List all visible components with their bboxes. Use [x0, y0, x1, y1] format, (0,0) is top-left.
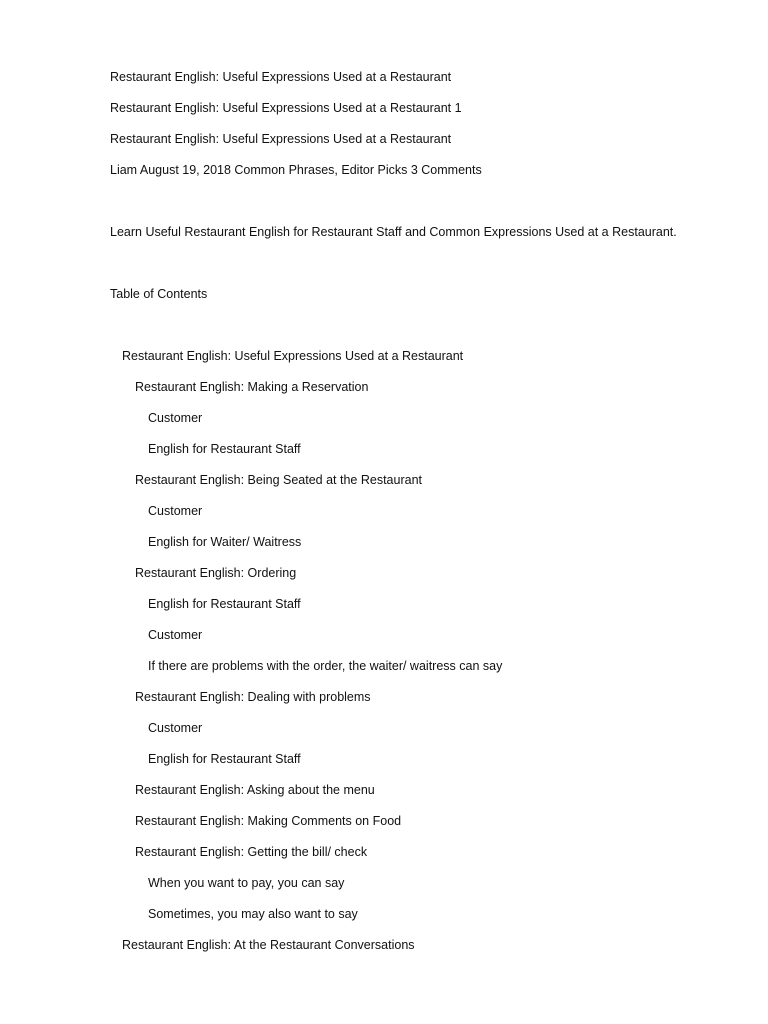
- toc-item[interactable]: If there are problems with the order, the waiter/ waitress can say: [148, 659, 503, 673]
- toc-item[interactable]: Customer: [148, 411, 203, 425]
- toc-item[interactable]: Restaurant English: Asking about the menu: [135, 783, 375, 797]
- toc-item[interactable]: Restaurant English: At the Restaurant Conversations: [122, 938, 415, 952]
- toc-item[interactable]: Customer: [148, 504, 203, 518]
- page-subtitle: Restaurant English: Useful Expressions Used at a Restaurant 1: [110, 101, 462, 115]
- toc-item[interactable]: Customer: [148, 628, 203, 642]
- page-title-repeat: Restaurant English: Useful Expressions Used at a Restaurant: [110, 132, 452, 146]
- toc-item[interactable]: Restaurant English: Being Seated at the Restaurant: [135, 473, 422, 487]
- toc-item[interactable]: Restaurant English: Getting the bill/ check: [135, 845, 368, 859]
- toc-item[interactable]: English for Restaurant Staff: [148, 752, 301, 766]
- toc-item[interactable]: Restaurant English: Making a Reservation: [135, 380, 369, 394]
- toc-item[interactable]: Restaurant English: Ordering: [135, 566, 297, 580]
- toc-item[interactable]: Restaurant English: Useful Expressions Used at a Restaurant: [122, 349, 464, 363]
- toc-item[interactable]: English for Waiter/ Waitress: [148, 535, 302, 549]
- toc-item[interactable]: Restaurant English: Making Comments on Food: [135, 814, 402, 828]
- toc-item[interactable]: Customer: [148, 721, 203, 735]
- intro-paragraph: Learn Useful Restaurant English for Restaurant Staff and Common Expressions Used at a Restaurant.: [110, 225, 677, 239]
- toc-item[interactable]: English for Restaurant Staff: [148, 442, 301, 456]
- page-title: Restaurant English: Useful Expressions Used at a Restaurant: [110, 70, 452, 84]
- toc-item[interactable]: Sometimes, you may also want to say: [148, 907, 358, 921]
- toc-heading: Table of Contents: [110, 287, 208, 301]
- toc-item[interactable]: When you want to pay, you can say: [148, 876, 345, 890]
- toc-item[interactable]: English for Restaurant Staff: [148, 597, 301, 611]
- post-meta: Liam August 19, 2018 Common Phrases, Editor Picks 3 Comments: [110, 163, 482, 177]
- toc-item[interactable]: Restaurant English: Dealing with problems: [135, 690, 371, 704]
